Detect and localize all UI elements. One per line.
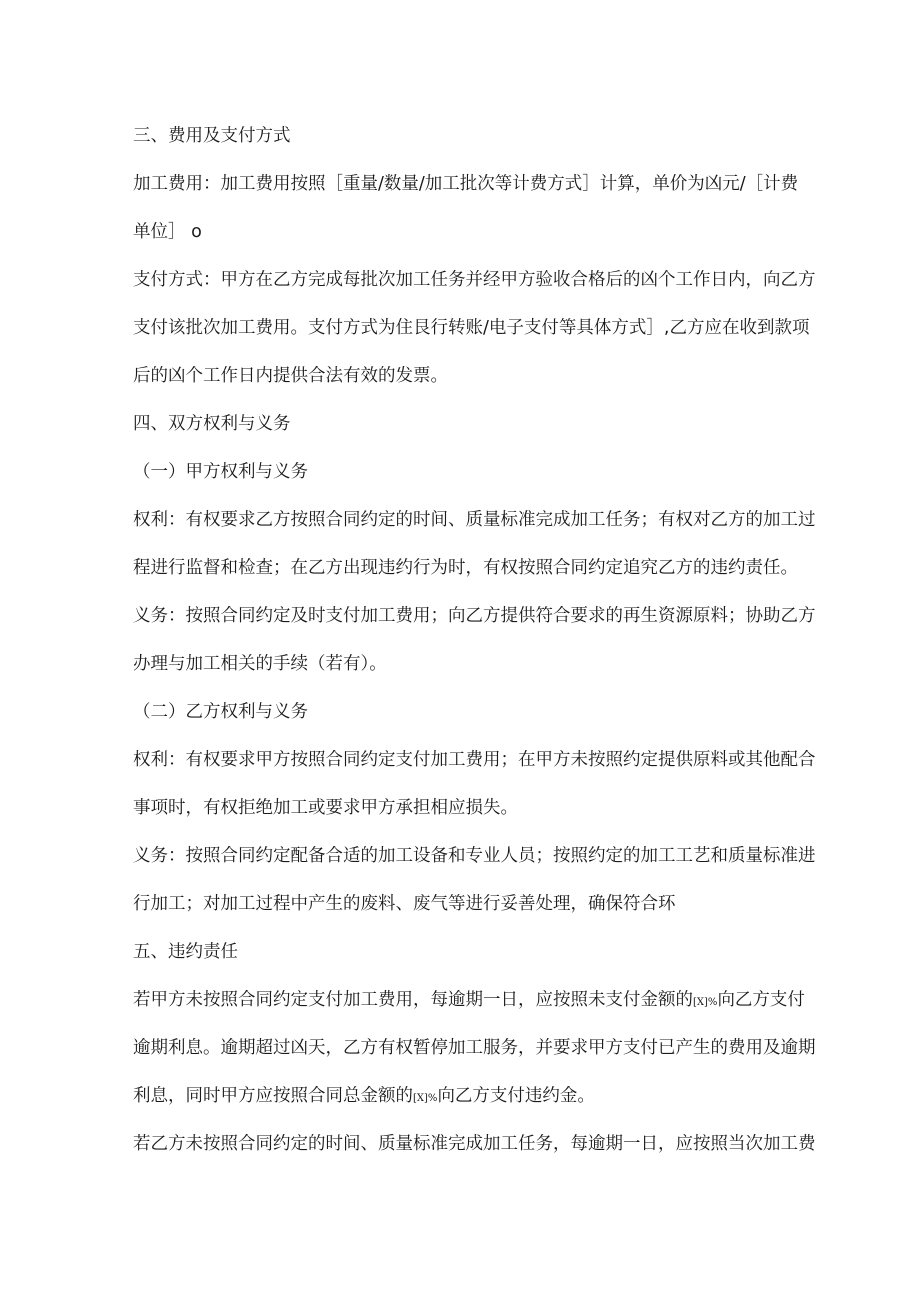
breach-party-a-line: 逾期利息。逾期超过凶天，乙方有权暂停加工服务，并要求甲方支付已产生的费用及逾期 xyxy=(133,1038,816,1058)
breach-text: 利息，同时甲方应按照合同总金额的 xyxy=(133,1086,413,1106)
breach-party-a-line xyxy=(133,988,805,1015)
section-4-heading: 四、双方权利与义务 xyxy=(133,414,291,434)
party-a-rights-line: 程进行监督和检查；在乙方出现违约行为时，有权按照合同约定追究乙方的违约责任。 xyxy=(133,558,798,578)
subsection-party-b-heading: （二）乙方权利与义务 xyxy=(133,702,308,722)
fee-clause-line: 单位］ o xyxy=(133,222,202,242)
subsection-party-a-heading: （一）甲方权利与义务 xyxy=(133,462,308,482)
party-b-duties-line: 行加工；对加工过程中产生的废料、废气等进行妥善处理，确保符合环 xyxy=(133,894,676,914)
breach-text: 向乙方支付违约金。 xyxy=(437,1086,595,1106)
section-3-heading: 三、费用及支付方式 xyxy=(133,126,291,146)
payment-clause-line: 支付该批次加工费用。支付方式为住艮行转账/电子支付等具体方式］,乙方应在收到款项 xyxy=(133,318,810,338)
party-b-duties-line: 义务：按照合同约定配备合适的加工设备和专业人员；按照约定的加工工艺和质量标准进 xyxy=(133,846,816,866)
payment-clause-line: 后的凶个工作日内提供合法有效的发票。 xyxy=(133,366,448,386)
fee-clause-line: 加工费用：加工费用按照［重量/数量/加工批次等计费方式］计算，单价为凶元/［计费 xyxy=(133,174,799,194)
rate-placeholder: [X]% xyxy=(413,1093,438,1104)
breach-party-b-line: 若乙方未按照合同约定的时间、质量标准完成加工任务，每逾期一日，应按照当次加工费 xyxy=(133,1134,816,1154)
section-5-heading: 五、违约责任 xyxy=(133,942,238,962)
breach-text: 若甲方未按照合同约定支付加工费用，每逾期一日，应按照未支付金额的 xyxy=(133,990,693,1010)
breach-text: 向乙方支付 xyxy=(717,990,805,1010)
party-b-rights-line: 权利：有权要求甲方按照合同约定支付加工费用；在甲方未按照约定提供原料或其他配合 xyxy=(133,750,816,770)
party-b-rights-line: 事项时，有权拒绝加工或要求甲方承担相应损失。 xyxy=(133,798,518,818)
payment-clause-line: 支付方式：甲方在乙方完成每批次加工任务并经甲方验收合格后的凶个工作日内，向乙方 xyxy=(133,270,816,290)
party-a-duties-line: 办理与加工相关的手续（若有）。 xyxy=(133,654,387,674)
party-a-duties-line: 义务：按照合同约定及时支付加工费用；向乙方提供符合要求的再生资源原料；协助乙方 xyxy=(133,606,816,626)
party-a-rights-line: 权利：有权要求乙方按照合同约定的时间、质量标准完成加工任务；有权对乙方的加工过 xyxy=(133,510,816,530)
rate-placeholder: [X]% xyxy=(693,997,718,1008)
breach-party-a-line xyxy=(133,1084,595,1111)
